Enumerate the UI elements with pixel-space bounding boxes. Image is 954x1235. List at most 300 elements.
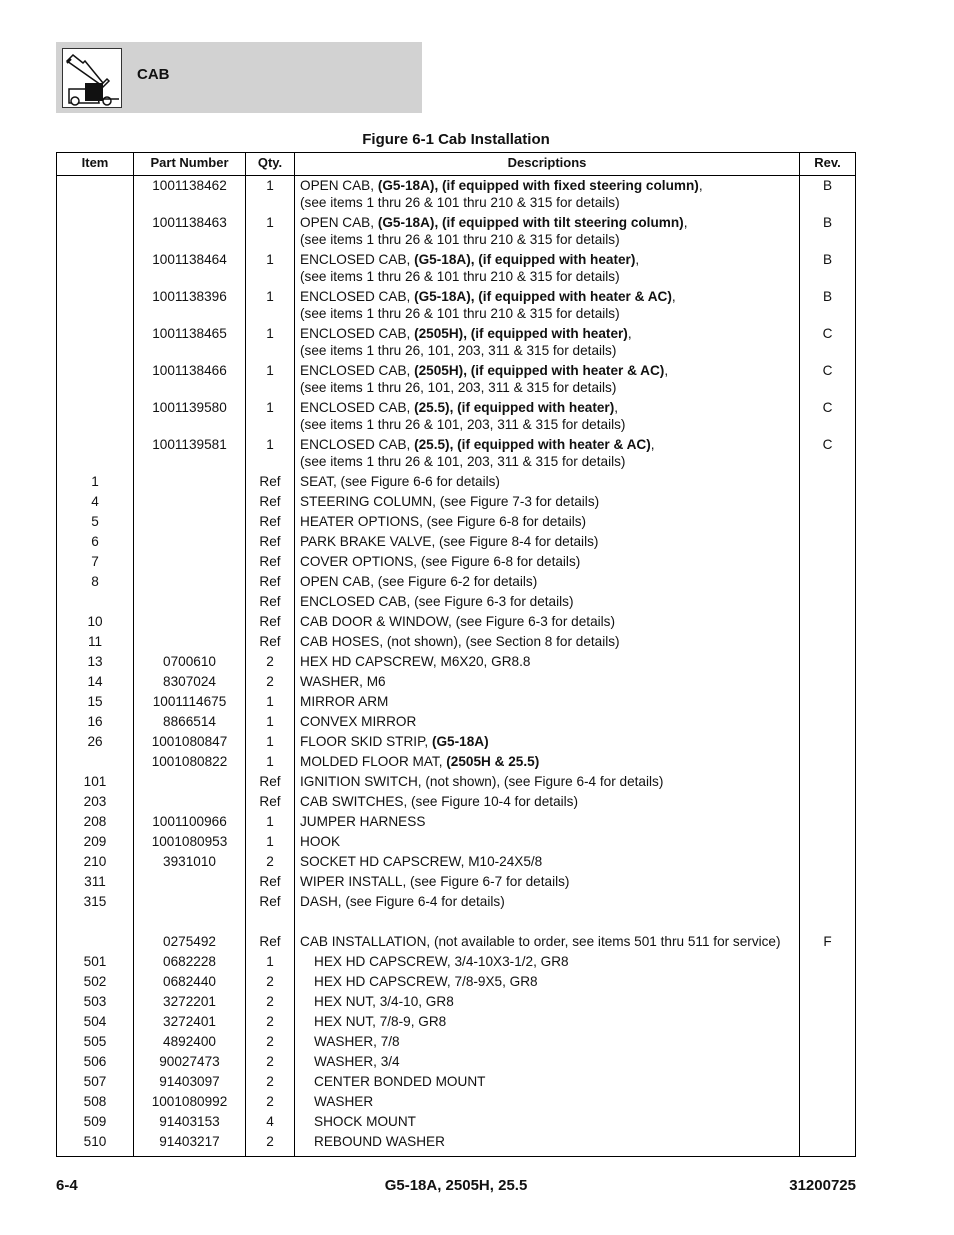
description-text: COVER OPTIONS, (see Figure 6-8 for details) — [300, 554, 581, 569]
table-row — [57, 951, 855, 971]
description-cell — [300, 733, 798, 750]
description-punctuation: , — [664, 363, 669, 378]
description-text: ENCLOSED CAB, — [300, 252, 415, 267]
table-row — [57, 471, 855, 491]
item-cell: 11 — [87, 634, 103, 649]
part-number-cell: 1001080822 — [151, 754, 228, 769]
description-line — [300, 493, 798, 510]
column-header-qty: Qty. — [257, 155, 283, 170]
table-row — [57, 871, 855, 891]
description-line — [300, 773, 798, 790]
description-cell — [300, 513, 798, 530]
table-row — [57, 631, 855, 651]
qty-cell: Ref — [259, 494, 281, 509]
description-line — [300, 673, 798, 690]
description-detail-line: (see items 1 thru 26, 101, 203, 311 & 315 for details) — [300, 343, 617, 358]
item-cell: 209 — [83, 834, 107, 849]
description-text: ENCLOSED CAB, — [300, 363, 415, 378]
table-row — [57, 831, 855, 851]
item-cell: 311 — [84, 874, 106, 889]
description-line — [300, 288, 798, 305]
description-punctuation: , — [698, 178, 703, 193]
description-cell — [314, 993, 812, 1010]
table-row — [57, 731, 855, 751]
description-cell — [300, 533, 798, 550]
description-cell — [300, 593, 798, 610]
description-line — [300, 873, 798, 890]
description-line — [300, 553, 798, 570]
part-number-cell: 1001138465 — [152, 326, 227, 341]
item-cell: 203 — [83, 794, 107, 809]
table-row — [57, 1111, 855, 1131]
table-row — [57, 531, 855, 551]
part-number-cell: 1001138396 — [152, 289, 227, 304]
description-text: JUMPER HARNESS — [300, 814, 426, 829]
item-cell: 510 — [83, 1134, 107, 1149]
description-emphasis: (25.5), (if equipped with heater & AC) — [414, 437, 651, 452]
description-detail-line: (see items 1 thru 26 & 101, 203, 311 & 315 for details) — [300, 417, 626, 432]
description-punctuation: , — [650, 437, 655, 452]
qty-cell: 1 — [266, 437, 274, 452]
qty-cell: 1 — [266, 834, 274, 849]
description-line — [300, 933, 798, 950]
item-cell: 101 — [83, 774, 107, 789]
description-detail-line: (see items 1 thru 26, 101, 203, 311 & 315 for details) — [300, 380, 617, 395]
description-emphasis: (G5-18A), (if equipped with heater & AC) — [414, 289, 672, 304]
item-cell: 506 — [83, 1054, 107, 1069]
description-cell — [300, 251, 798, 285]
description-line — [300, 853, 798, 870]
section-title: CAB — [137, 66, 170, 83]
description-line — [314, 1113, 812, 1130]
column-header-item: Item — [81, 155, 109, 170]
description-line — [300, 713, 798, 730]
description-text: ENCLOSED CAB, (see Figure 6-3 for details) — [300, 594, 574, 609]
qty-cell: 2 — [266, 994, 274, 1009]
qty-cell: 2 — [266, 1054, 274, 1069]
table-body — [57, 175, 855, 1151]
description-cell — [300, 873, 798, 890]
table-row — [57, 434, 855, 471]
description-emphasis: (25.5), (if equipped with heater) — [414, 400, 615, 415]
description-cell — [300, 673, 798, 690]
part-number-cell: 90027473 — [159, 1054, 220, 1069]
description-text: WASHER, 7/8 — [314, 1034, 400, 1049]
description-line — [300, 753, 798, 770]
description-punctuation: , — [683, 215, 688, 230]
description-text: OPEN CAB, — [300, 215, 378, 230]
part-number-cell: 91403153 — [159, 1114, 220, 1129]
item-cell: 16 — [87, 714, 103, 729]
table-row — [57, 212, 855, 249]
qty-cell: 1 — [266, 954, 274, 969]
part-number-cell: 91403097 — [159, 1074, 220, 1089]
description-cell — [300, 833, 798, 850]
description-text: CAB SWITCHES, (see Figure 10-4 for details) — [300, 794, 579, 809]
description-detail-line: (see items 1 thru 26 & 101 thru 210 & 315 for details) — [300, 306, 620, 321]
description-text: ENCLOSED CAB, — [300, 289, 415, 304]
table-row — [57, 791, 855, 811]
description-cell — [300, 793, 798, 810]
qty-cell: 2 — [266, 854, 274, 869]
description-line — [300, 325, 798, 342]
description-text: OPEN CAB, (see Figure 6-2 for details) — [300, 574, 538, 589]
description-cell — [314, 1053, 812, 1070]
description-line — [300, 793, 798, 810]
qty-cell: Ref — [259, 934, 281, 949]
table-row — [57, 1131, 855, 1151]
description-detail-line: (see items 1 thru 26 & 101 thru 210 & 315 for details) — [300, 195, 620, 210]
qty-cell: 1 — [266, 363, 274, 378]
table-row — [57, 811, 855, 831]
description-text: ENCLOSED CAB, — [300, 326, 415, 341]
part-number-cell: 3272201 — [163, 994, 216, 1009]
description-line — [314, 973, 812, 990]
table-row — [57, 1091, 855, 1111]
description-line — [300, 833, 798, 850]
table-row — [57, 286, 855, 323]
table-row — [57, 991, 855, 1011]
description-text: PARK BRAKE VALVE, (see Figure 8-4 for details) — [300, 534, 599, 549]
description-text: HEX HD CAPSCREW, 3/4-10X3-1/2, GR8 — [314, 954, 569, 969]
item-cell: 14 — [87, 674, 103, 689]
part-number-cell: 91403217 — [159, 1134, 220, 1149]
description-text: HEX HD CAPSCREW, M6X20, GR8.8 — [300, 654, 531, 669]
description-line — [314, 1053, 812, 1070]
description-text: WASHER, 3/4 — [314, 1054, 400, 1069]
qty-cell: 2 — [266, 1134, 274, 1149]
part-number-cell: 1001138466 — [152, 363, 227, 378]
description-cell — [300, 493, 798, 510]
description-punctuation: , — [627, 326, 632, 341]
description-text: SEAT, (see Figure 6-6 for details) — [300, 474, 500, 489]
description-text: HOOK — [300, 834, 341, 849]
table-row — [57, 491, 855, 511]
table-row — [57, 851, 855, 871]
description-line — [300, 177, 798, 194]
description-text: ENCLOSED CAB, — [300, 400, 415, 415]
description-line — [300, 362, 798, 379]
table-row — [57, 711, 855, 731]
part-number-cell: 1001138463 — [152, 215, 227, 230]
footer-models: G5-18A, 2505H, 25.5 — [384, 1177, 528, 1194]
revision-cell: B — [822, 215, 833, 230]
qty-cell: 2 — [266, 1014, 274, 1029]
table-row — [57, 671, 855, 691]
qty-cell: Ref — [259, 554, 281, 569]
description-cell — [300, 713, 798, 730]
parts-table — [56, 152, 856, 1157]
part-number-cell: 8866514 — [163, 714, 216, 729]
qty-cell: 1 — [266, 215, 274, 230]
description-emphasis: (G5-18A), (if equipped with heater) — [414, 252, 636, 267]
part-number-cell: 3931010 — [163, 854, 216, 869]
qty-cell: Ref — [259, 634, 281, 649]
qty-cell: 2 — [266, 674, 274, 689]
revision-cell: C — [822, 400, 833, 415]
description-text: HEX NUT, 7/8-9, GR8 — [314, 1014, 447, 1029]
description-text: IGNITION SWITCH, (not shown), (see Figure 6-4 for details) — [300, 774, 664, 789]
description-line — [300, 513, 798, 530]
description-cell — [300, 753, 798, 770]
table-row — [57, 397, 855, 434]
item-cell: 505 — [83, 1034, 107, 1049]
part-number-cell: 1001100966 — [152, 814, 227, 829]
item-cell: 210 — [83, 854, 107, 869]
description-emphasis: (2505H & 25.5) — [446, 754, 540, 769]
part-number-cell: 8307024 — [163, 674, 216, 689]
item-cell: 1 — [91, 474, 99, 489]
item-cell: 7 — [91, 554, 99, 569]
description-cell — [300, 893, 798, 910]
column-header-rev: Rev. — [814, 155, 841, 170]
table-row — [57, 911, 855, 931]
description-text: REBOUND WASHER — [314, 1134, 445, 1149]
item-cell: 315 — [83, 894, 107, 909]
description-cell — [314, 1073, 812, 1090]
qty-cell: Ref — [259, 534, 281, 549]
column-header-descriptions: Descriptions — [507, 155, 587, 170]
description-text: SHOCK MOUNT — [314, 1114, 416, 1129]
description-line — [300, 593, 798, 610]
description-cell — [300, 325, 798, 359]
qty-cell: 1 — [266, 694, 274, 709]
part-number-cell: 4892400 — [163, 1034, 216, 1049]
item-cell: 507 — [83, 1074, 107, 1089]
description-text: STEERING COLUMN, (see Figure 7-3 for details) — [300, 494, 600, 509]
description-line — [300, 693, 798, 710]
table-row — [57, 931, 855, 951]
qty-cell: Ref — [259, 874, 281, 889]
description-line — [300, 733, 798, 750]
part-number-cell: 1001139581 — [152, 437, 227, 452]
table-row — [57, 971, 855, 991]
part-number-cell: 0682228 — [163, 954, 216, 969]
part-number-cell: 0275492 — [163, 934, 216, 949]
document-number: 31200725 — [789, 1177, 856, 1194]
description-detail-line: (see items 1 thru 26 & 101 thru 210 & 315 for details) — [300, 232, 620, 247]
description-cell — [314, 1133, 812, 1150]
table-row — [57, 1011, 855, 1031]
qty-cell: Ref — [259, 614, 281, 629]
description-line — [314, 1133, 812, 1150]
qty-cell: 2 — [266, 974, 274, 989]
description-text: DASH, (see Figure 6-4 for details) — [300, 894, 505, 909]
item-cell: 4 — [91, 494, 99, 509]
description-cell — [300, 399, 798, 433]
description-text: CAB HOSES, (not shown), (see Section 8 for details) — [300, 634, 620, 649]
item-cell: 26 — [87, 734, 103, 749]
description-punctuation: , — [635, 252, 640, 267]
description-cell — [300, 813, 798, 830]
table-row — [57, 571, 855, 591]
description-emphasis: (G5-18A), (if equipped with fixed steering column) — [377, 178, 699, 193]
description-cell — [300, 177, 798, 211]
description-cell — [300, 853, 798, 870]
description-line — [314, 1073, 812, 1090]
description-cell — [300, 933, 798, 950]
description-punctuation: , — [671, 289, 676, 304]
description-line — [300, 436, 798, 453]
table-row — [57, 360, 855, 397]
table-row — [57, 1051, 855, 1071]
item-cell: 208 — [83, 814, 107, 829]
part-number-cell: 0700610 — [163, 654, 216, 669]
description-text: SOCKET HD CAPSCREW, M10-24X5/8 — [300, 854, 543, 869]
table-row — [57, 891, 855, 911]
description-text: HEATER OPTIONS, (see Figure 6-8 for details) — [300, 514, 587, 529]
description-cell — [300, 362, 798, 396]
qty-cell: Ref — [259, 594, 281, 609]
telehandler-icon — [62, 48, 122, 108]
description-line — [314, 1013, 812, 1030]
description-cell — [300, 693, 798, 710]
table-row — [57, 1031, 855, 1051]
description-line — [314, 1093, 812, 1110]
description-line — [300, 613, 798, 630]
part-number-cell: 1001138464 — [152, 252, 227, 267]
description-detail-line: (see items 1 thru 26 & 101 thru 210 & 315 for details) — [300, 269, 620, 284]
description-text: OPEN CAB, — [300, 178, 378, 193]
description-cell — [300, 436, 798, 470]
description-text: WIPER INSTALL, (see Figure 6-7 for details) — [300, 874, 570, 889]
table-row — [57, 651, 855, 671]
revision-cell: B — [822, 178, 833, 193]
qty-cell: Ref — [259, 514, 281, 529]
description-cell — [300, 613, 798, 630]
description-line — [300, 473, 798, 490]
description-line — [300, 633, 798, 650]
description-text: FLOOR SKID STRIP, — [300, 734, 432, 749]
description-cell — [300, 573, 798, 590]
table-row — [57, 1071, 855, 1091]
item-cell: 6 — [91, 534, 99, 549]
description-text: CENTER BONDED MOUNT — [314, 1074, 486, 1089]
qty-cell: 2 — [266, 1094, 274, 1109]
description-emphasis: (G5-18A) — [431, 734, 489, 749]
part-number-cell: 1001080953 — [151, 834, 228, 849]
table-row — [57, 511, 855, 531]
item-cell: 13 — [87, 654, 103, 669]
description-detail-line: (see items 1 thru 26 & 101, 203, 311 & 315 for details) — [300, 454, 626, 469]
item-cell: 5 — [91, 514, 99, 529]
description-line — [300, 214, 798, 231]
qty-cell: 4 — [266, 1114, 274, 1129]
description-text: MOLDED FLOOR MAT, — [300, 754, 447, 769]
revision-cell: B — [822, 289, 833, 304]
description-text: MIRROR ARM — [300, 694, 389, 709]
table-row — [57, 175, 855, 212]
table-row — [57, 551, 855, 571]
part-number-cell: 1001114675 — [152, 694, 227, 709]
item-cell: 10 — [87, 614, 103, 629]
table-row — [57, 771, 855, 791]
qty-cell: 1 — [266, 754, 274, 769]
description-emphasis: (2505H), (if equipped with heater & AC) — [414, 363, 665, 378]
description-line — [314, 993, 812, 1010]
item-cell: 508 — [83, 1094, 107, 1109]
qty-cell: 1 — [266, 326, 274, 341]
description-cell — [314, 1113, 812, 1130]
figure-title: Figure 6-1 Cab Installation — [362, 131, 550, 148]
part-number-cell: 1001080847 — [151, 734, 228, 749]
part-number-cell: 3272401 — [163, 1014, 216, 1029]
qty-cell: 1 — [266, 400, 274, 415]
description-text: CAB DOOR & WINDOW, (see Figure 6-3 for details) — [300, 614, 615, 629]
description-cell — [300, 653, 798, 670]
description-emphasis: (G5-18A), (if equipped with tilt steering column) — [377, 215, 684, 230]
description-line — [300, 573, 798, 590]
description-cell — [314, 973, 812, 990]
item-cell: 509 — [83, 1114, 107, 1129]
qty-cell: Ref — [259, 774, 281, 789]
description-cell — [300, 288, 798, 322]
description-line — [314, 953, 812, 970]
qty-cell: 2 — [266, 654, 274, 669]
revision-cell: C — [822, 363, 833, 378]
revision-cell: B — [822, 252, 833, 267]
description-cell — [300, 473, 798, 490]
table-row — [57, 249, 855, 286]
qty-cell: 1 — [266, 714, 274, 729]
page-number: 6-4 — [56, 1177, 78, 1194]
description-cell — [300, 633, 798, 650]
description-text: HEX NUT, 3/4-10, GR8 — [314, 994, 454, 1009]
qty-cell: Ref — [259, 894, 281, 909]
part-number-cell: 0682440 — [163, 974, 216, 989]
part-number-cell: 1001139580 — [152, 400, 227, 415]
revision-cell: C — [822, 437, 833, 452]
description-cell — [314, 1033, 812, 1050]
description-line — [300, 813, 798, 830]
description-emphasis: (2505H), (if equipped with heater) — [414, 326, 628, 341]
description-text: CAB INSTALLATION, (not available to order, see items 501 thru 511 for service) — [300, 934, 781, 949]
revision-cell: F — [823, 934, 832, 949]
qty-cell: 2 — [266, 1034, 274, 1049]
description-line — [300, 251, 798, 268]
qty-cell: 1 — [266, 252, 274, 267]
description-text: WASHER — [314, 1094, 374, 1109]
table-row — [57, 323, 855, 360]
description-text: WASHER, M6 — [300, 674, 386, 689]
qty-cell: Ref — [259, 794, 281, 809]
description-cell — [314, 953, 812, 970]
description-punctuation: , — [614, 400, 619, 415]
description-text: HEX HD CAPSCREW, 7/8-9X5, GR8 — [314, 974, 538, 989]
item-cell: 8 — [91, 574, 99, 589]
qty-cell: 2 — [266, 1074, 274, 1089]
description-text: ENCLOSED CAB, — [300, 437, 415, 452]
item-cell: 15 — [87, 694, 103, 709]
item-cell: 501 — [83, 954, 107, 969]
description-cell — [314, 1013, 812, 1030]
description-line — [300, 893, 798, 910]
part-number-cell: 1001138462 — [152, 178, 227, 193]
table-row — [57, 691, 855, 711]
qty-cell: Ref — [259, 574, 281, 589]
column-header-part-number: Part Number — [150, 155, 229, 170]
qty-cell: 1 — [266, 734, 274, 749]
qty-cell: 1 — [266, 178, 274, 193]
description-cell — [300, 553, 798, 570]
description-line — [300, 653, 798, 670]
description-line — [300, 533, 798, 550]
item-cell: 504 — [83, 1014, 107, 1029]
part-number-cell: 1001080992 — [151, 1094, 228, 1109]
description-cell — [300, 214, 798, 248]
description-cell — [314, 1093, 812, 1110]
table-row — [57, 611, 855, 631]
